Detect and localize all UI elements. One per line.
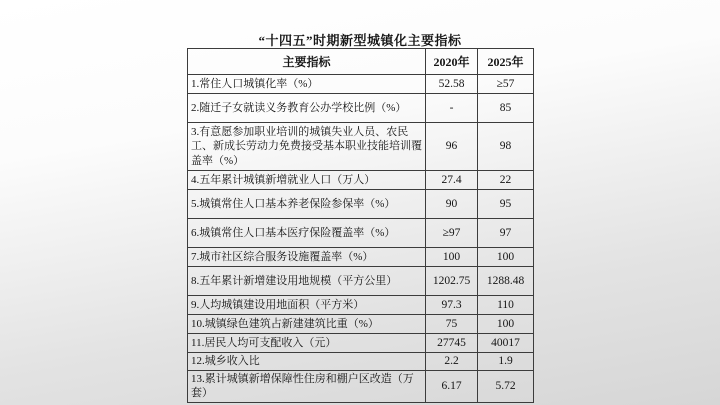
header-indicator: 主要指标 <box>188 49 426 75</box>
cell-2020: - <box>426 94 478 123</box>
header-2025: 2025年 <box>478 49 534 75</box>
cell-indicator: 1.常住人口城镇化率（%） <box>188 75 426 94</box>
cell-indicator: 9.人均城镇建设用地面积（平方米） <box>188 296 426 315</box>
cell-indicator: 11.居民人均可支配收入（元） <box>188 334 426 353</box>
cell-indicator: 10.城镇绿色建筑占新建建筑比重（%） <box>188 315 426 334</box>
table-row <box>188 315 534 334</box>
table-row <box>188 370 534 402</box>
cell-2025: 40017 <box>478 334 534 353</box>
header-row <box>188 49 534 75</box>
table-body <box>188 75 534 403</box>
page-title: “十四五”时期新型城镇化主要指标 <box>258 33 462 48</box>
cell-2025: 110 <box>478 296 534 315</box>
cell-2025: 1288.48 <box>478 267 534 296</box>
header-2020: 2020年 <box>426 49 478 75</box>
cell-2025: 100 <box>478 315 534 334</box>
cell-2020: ≥97 <box>426 219 478 248</box>
cell-indicator: 12.城乡收入比 <box>188 353 426 371</box>
cell-2025: ≥57 <box>478 75 534 94</box>
cell-2025: 100 <box>478 248 534 267</box>
cell-2025: 97 <box>478 219 534 248</box>
table-row <box>188 219 534 248</box>
cell-2025: 95 <box>478 190 534 219</box>
cell-2025: 85 <box>478 94 534 123</box>
cell-indicator: 3.有意愿参加职业培训的城镇失业人员、农民工、新成长劳动力免费接受基本职业技能培训覆盖率（%） <box>188 123 426 171</box>
table-row <box>188 353 534 371</box>
cell-indicator: 6.城镇常住人口基本医疗保险覆盖率（%） <box>188 219 426 248</box>
cell-2025: 98 <box>478 123 534 171</box>
cell-2020: 27745 <box>426 334 478 353</box>
table-row <box>188 296 534 315</box>
table-row <box>188 75 534 94</box>
indicators-table <box>187 48 534 403</box>
cell-indicator: 4.五年累计城镇新增就业人口（万人） <box>188 171 426 190</box>
cell-2020: 1202.75 <box>426 267 478 296</box>
table-row <box>188 248 534 267</box>
cell-2020: 97.3 <box>426 296 478 315</box>
cell-indicator: 5.城镇常住人口基本养老保险参保率（%） <box>188 190 426 219</box>
cell-2020: 52.58 <box>426 75 478 94</box>
table-row <box>188 267 534 296</box>
cell-2020: 96 <box>426 123 478 171</box>
cell-indicator: 13.累计城镇新增保障性住房和棚户区改造（万套） <box>188 370 426 402</box>
cell-2025: 5.72 <box>478 370 534 402</box>
cell-2020: 75 <box>426 315 478 334</box>
cell-2025: 22 <box>478 171 534 190</box>
table-header <box>188 49 534 75</box>
cell-2020: 6.17 <box>426 370 478 402</box>
cell-2020: 2.2 <box>426 353 478 371</box>
cell-indicator: 7.城市社区综合服务设施覆盖率（%） <box>188 248 426 267</box>
cell-2025: 1.9 <box>478 353 534 371</box>
table-row <box>188 123 534 171</box>
table-row <box>188 94 534 123</box>
cell-indicator: 2.随迁子女就读义务教育公办学校比例（%） <box>188 94 426 123</box>
cell-2020: 100 <box>426 248 478 267</box>
table-row <box>188 171 534 190</box>
table-row <box>188 190 534 219</box>
cell-indicator: 8.五年累计新增建设用地规模（平方公里） <box>188 267 426 296</box>
cell-2020: 27.4 <box>426 171 478 190</box>
cell-2020: 90 <box>426 190 478 219</box>
table-row <box>188 334 534 353</box>
